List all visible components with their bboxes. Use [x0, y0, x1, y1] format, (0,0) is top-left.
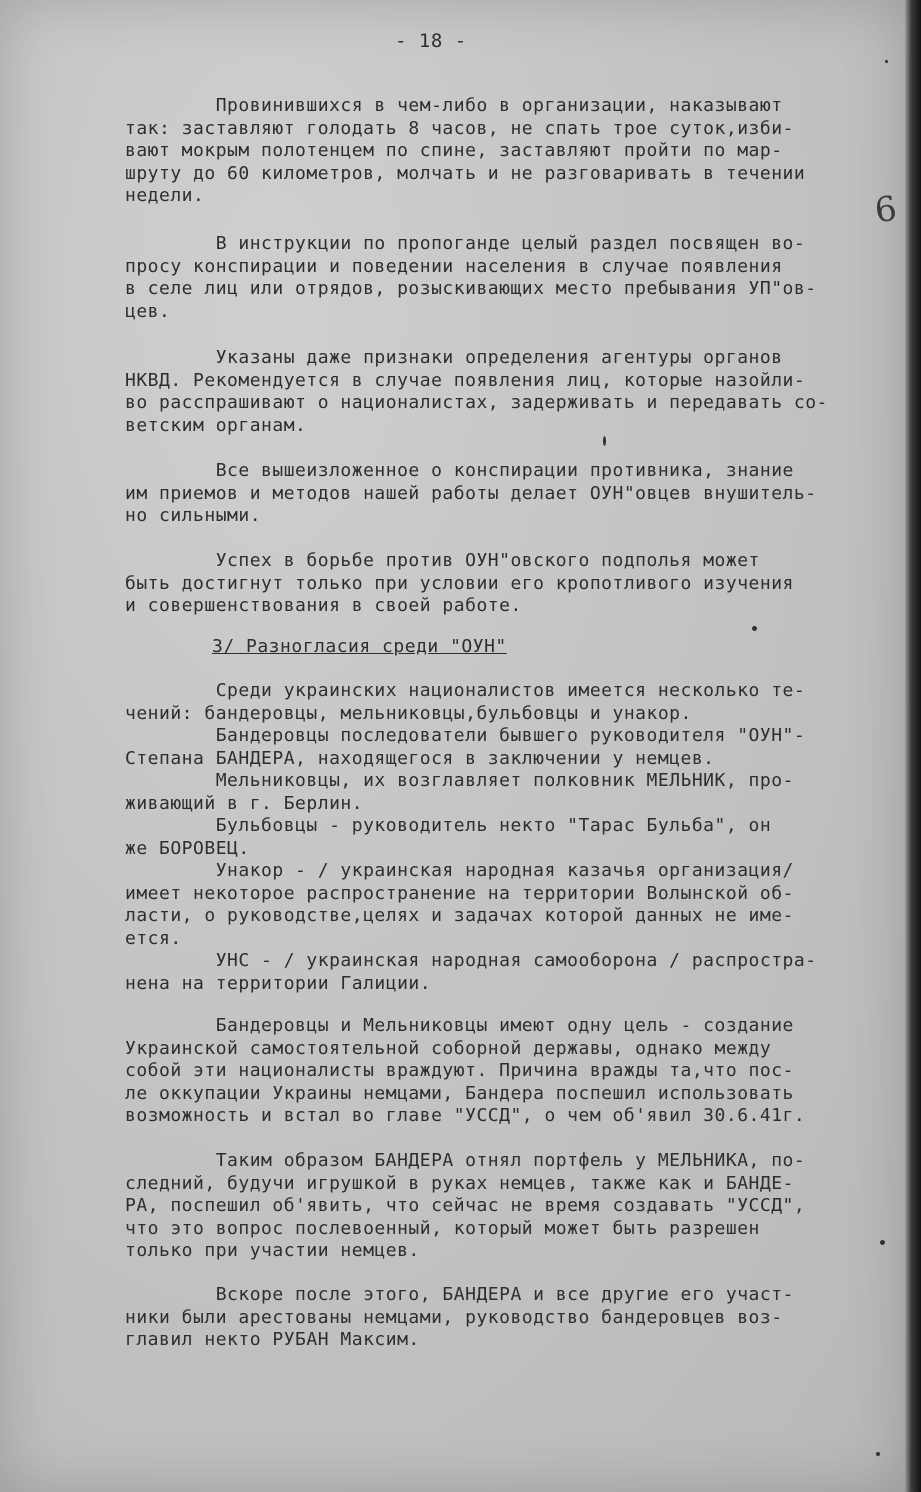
- text-line: НКВД. Рекомендуется в случае появления лиц, которые назойли-: [125, 369, 806, 391]
- text-line: только при участии немцев.: [125, 1240, 420, 1261]
- paragraph-p7: [125, 1015, 900, 1128]
- text-line: живающий в г. Берлин.: [125, 792, 364, 814]
- text-line: возможность и встал во главе "УССД", о чем об'явил 30.6.41г.: [125, 1105, 806, 1126]
- text-line: быть достигнут только при условии его кропотливого изучения: [125, 572, 794, 594]
- handwritten-mark: 6: [872, 188, 900, 232]
- text-line: следний, будучи игрушкой в руках немцев, также как и БАНДЕ-: [125, 1172, 794, 1194]
- text-line: недели.: [125, 185, 205, 206]
- text-line: же БОРОВЕЦ.: [125, 837, 250, 859]
- paragraph-p8: [125, 1150, 900, 1263]
- text-line: им приемов и методов нашей работы делает ОУН"овцев внушитель-: [125, 482, 817, 504]
- text-line: Успех в борьбе против ОУН"овского подполья может: [125, 550, 760, 571]
- text-line: нена на территории Галиции.: [125, 972, 432, 994]
- text-line: просу конспирации и поведении населения в случае появления: [125, 255, 783, 277]
- text-line: в селе лиц или отрядов, розыскивающих место пребывания УП"ов-: [125, 278, 817, 299]
- text-line: УНС - / украинская народная самооборона / распростра-: [125, 950, 817, 971]
- text-line: Мельниковцы, их возглавляет полковник МЕЛЬНИК, про-: [125, 770, 794, 791]
- text-line: так: заставляют голодать 8 часов, не спать трое суток,изби-: [125, 117, 794, 139]
- text-line: шруту до 60 километров, молчать и не разговаривать в течении: [125, 162, 806, 184]
- text-line: но сильными.: [125, 505, 262, 526]
- text-line: чений: бандеровцы, мельниковцы,бульбовцы и унакор.: [125, 702, 692, 724]
- text-line: Бульбовцы - руководитель некто "Тарас Бульба", он: [125, 815, 772, 836]
- text-line: Провинившихся в чем-либо в организации, наказывают: [125, 95, 783, 116]
- text-line: ники были арестованы немцами, руководство бандеровцев воз-: [125, 1306, 783, 1328]
- text-line: Указаны даже признаки определения агентуры органов: [125, 347, 783, 368]
- paragraph-p9: [125, 1284, 900, 1352]
- ink-spot: [603, 436, 606, 446]
- ink-spot: [885, 60, 888, 63]
- text-line: Вскоре после этого, БАНДЕРА и все другие его участ-: [125, 1284, 794, 1305]
- paragraph-p1: [125, 95, 900, 208]
- text-line: Все вышеизложенное о конспирации противника, знание: [125, 460, 794, 481]
- paragraph-p4: [125, 460, 900, 528]
- page-number: - 18 -: [395, 30, 467, 52]
- text-line: имеет некоторое распространение на территории Волынской об-: [125, 882, 794, 904]
- paragraph-p6: [125, 680, 900, 995]
- text-line: цев.: [125, 300, 171, 322]
- text-line: ветским органам.: [125, 414, 307, 436]
- ink-spot: [876, 1452, 880, 1456]
- text-line: и совершенствования в своей работе.: [125, 595, 522, 616]
- section-heading: 3/ Разногласия среди "ОУН": [212, 636, 507, 657]
- text-line: ласти, о руководстве,целях и задачах которой данных не име-: [125, 905, 794, 926]
- text-line: Унакор - / украинская народная казачья организация/: [125, 860, 794, 881]
- paragraph-p3: [125, 347, 900, 437]
- paragraph-p2: [125, 233, 900, 323]
- text-line: Среди украинских националистов имеется несколько те-: [125, 680, 806, 701]
- ink-spot: [880, 1240, 885, 1245]
- text-line: Таким образом БАНДЕРА отнял портфель у МЕЛЬНИКА, по-: [125, 1150, 806, 1171]
- text-line: Бандеровцы и Мельниковцы имеют одну цель - создание: [125, 1015, 794, 1036]
- text-line: ле оккупации Украины немцами, Бандера поспешил использовать: [125, 1082, 794, 1104]
- text-line: Степана БАНДЕРА, находящегося в заключении у немцев.: [125, 747, 715, 769]
- text-line: главил некто РУБАН Максим.: [125, 1329, 420, 1350]
- text-line: ется.: [125, 927, 182, 949]
- text-line: собой эти националисты враждуют. Причина вражды та,что пос-: [125, 1060, 794, 1081]
- text-line: во расспрашивают о националистах, задерживать и передавать со-: [125, 392, 828, 413]
- paragraph-p5: [125, 550, 900, 618]
- text-line: РА, поспешил об'явить, что сейчас не время создавать "УССД",: [125, 1195, 806, 1216]
- text-line: что это вопрос послевоенный, который может быть разрешен: [125, 1217, 760, 1239]
- scan-edge: [905, 0, 921, 1492]
- text-line: Бандеровцы последователи бывшего руководителя "ОУН"-: [125, 725, 806, 746]
- ink-spot: [752, 626, 757, 631]
- text-line: В инструкции по пропоганде целый раздел посвящен во-: [125, 233, 806, 254]
- text-line: Украинской самостоятельной соборной державы, однако между: [125, 1037, 772, 1059]
- text-line: вают мокрым полотенцем по спине, заставляют пройти по мар-: [125, 140, 783, 161]
